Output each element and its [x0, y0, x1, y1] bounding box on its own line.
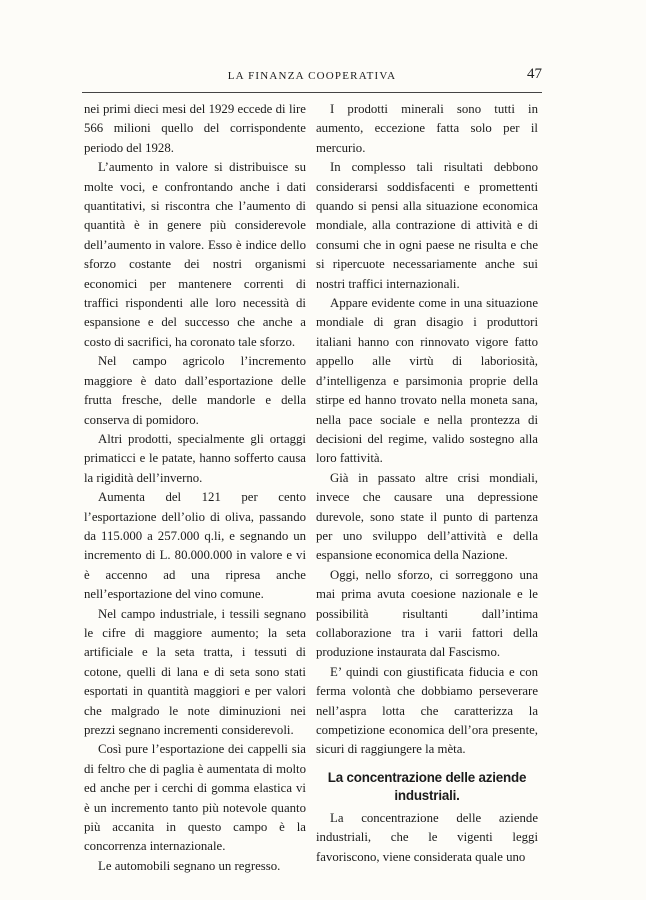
paragraph: Le automobili segnano un regresso.: [98, 858, 281, 873]
paragraph: In complesso tali risultati debbono considerarsi soddisfacenti e promettenti quando si pensi alla situazione economica mondiale, alla contrazione di attività e di consumi che in ogni paese ne risulta e che si ripercuote necessariamente anche sui nostri traffici internazionali.: [316, 160, 538, 291]
paragraph: Appare evidente come in una situazione mondiale di gran disagio i produttori italiani hanno con rinnovato vigore fatto appello alle virtù di laboriosità, d’intelligenza e parsimonia proprie della stirpe ed hanno trovato nella moneta sana, nella pace sociale e nella prontezza di decisioni del regime, valido sostegno alla loro fattività.: [316, 296, 538, 466]
paragraph: Nel campo agricolo l’incremento maggiore è dato dall’esportazione delle frutta fresche, delle mandorle e della conserva di pomidoro.: [84, 354, 306, 427]
paragraph: Nel campo industriale, i tessili segnano le cifre di maggiore aumento; la seta artificiale e la seta tratta, i tessuti di cotone, quelli di lana e di seta sono stati esportati in quantità maggiori e per valori che malgrado le note diminuzioni nei prezzi segnano incrementi considerevoli.: [84, 606, 306, 737]
page-number: 47: [527, 66, 542, 82]
paragraph: Altri prodotti, specialmente gli ortaggi primaticci e le patate, hanno sofferto causa la rigidità dell’inverno.: [84, 431, 306, 485]
paragraph: Già in passato altre crisi mondiali, invece che causare una depressione durevole, sono state il punto di partenza per uno sviluppo dell’attività e della espansione economica della Nazione.: [316, 470, 538, 563]
page-header: [82, 66, 542, 88]
section-heading: La concentrazione delle aziende industriali.: [327, 769, 527, 804]
running-title: LA FINANZA COOPERATIVA: [227, 70, 397, 82]
paragraph: nei primi dieci mesi del 1929 eccede di lire 566 milioni quello del corrispondente periodo del 1928.: [84, 102, 306, 155]
paragraph: La concentrazione delle aziende industriali, che le vigenti leggi favoriscono, viene considerata quale uno: [316, 810, 538, 864]
paragraph: Aumenta del 121 per cento l’esportazione dell’olio di oliva, passando da 115.000 a 257.000 q.li, e segnando un incremento di L. 80.000.000 in valore e vi è accenno ad una ripresa anche nell’esportazione del vino comune.: [84, 490, 306, 602]
left-column: [84, 100, 306, 876]
paragraph: Oggi, nello sforzo, ci sorreggono una mai prima avuta coesione nazionale e le possibilità risultanti dall’intima collaborazione tra i varii fattori della produzione instaurata dal Fascismo.: [316, 567, 538, 660]
paragraph: L’aumento in valore si distribuisce su molte voci, e confrontando anche i dati quantitativi, si riscontra che l’aumento di quantità è in genere più considerevole dell’aumento in valore. Esso è indice dello sforzo costante dei nostri organismi economici per mantenere correnti di traffici rispondenti alle loro necessità di espansione e del successo che anche a costo di sacrifici, ha coronato tale sforzo.: [84, 160, 306, 349]
right-column: [316, 100, 538, 867]
paragraph: Così pure l’esportazione dei cappelli sia di feltro che di paglia è aumentata di molto ed anche per i cerchi di gomma elastica vi è un incremento tanto più notevole quanto più accanita in questo campo è la concorrenza internazionale.: [84, 742, 306, 854]
header-rule: [82, 92, 542, 93]
paragraph: I prodotti minerali sono tutti in aumento, eccezione fatta solo per il mercurio.: [316, 102, 538, 155]
paragraph: E’ quindi con giustificata fiducia e con ferma volontà che dobbiamo perseverare nell’aspra lotta che caratterizza la competizione economica dell’ora presente, sicuri di raggiungere la mèta.: [316, 664, 538, 757]
